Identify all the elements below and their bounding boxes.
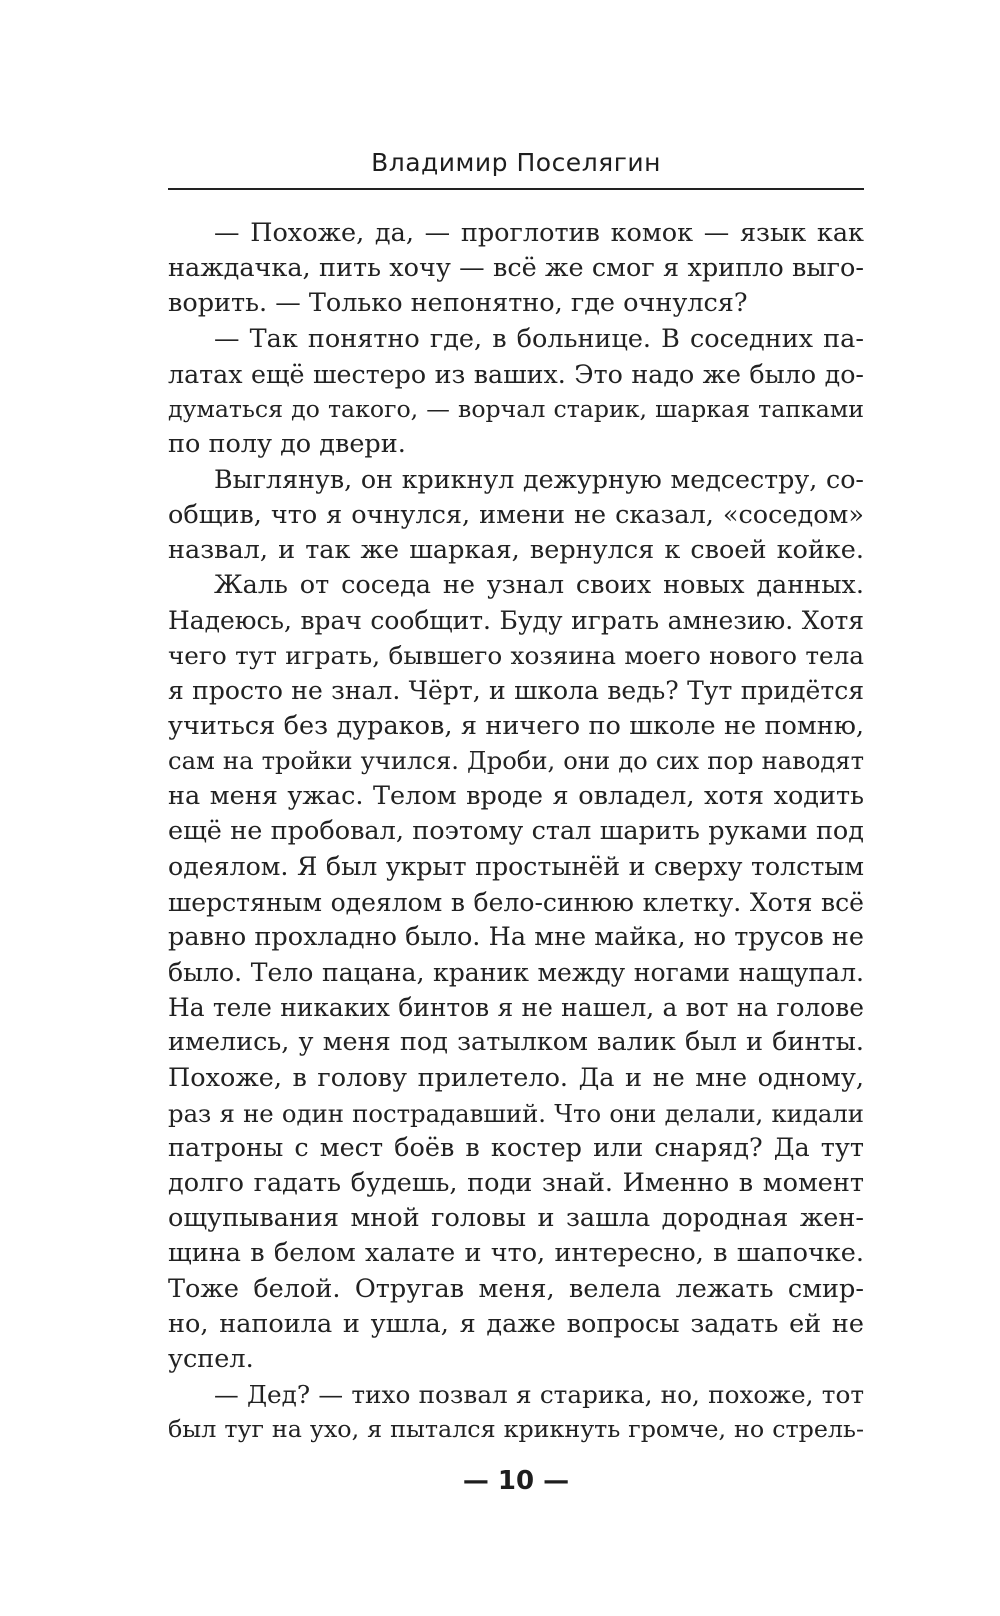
- header-rule: [168, 188, 864, 190]
- text-line: равно прохладно было. На мне майка, но трусов не: [168, 921, 864, 952]
- text-line: назвал, и так же шаркая, вернулся к своей койке.: [168, 534, 864, 565]
- text-line: патроны с мест боёв в костер или снаряд? Да тут: [168, 1132, 864, 1163]
- text-line: — Так понятно где, в больнице. В соседних па-: [214, 323, 864, 354]
- text-line: ощупывания мной головы и зашла дородная жен-: [168, 1203, 864, 1234]
- page-number: — 10 —: [462, 1466, 570, 1496]
- text-line: было. Тело пацана, краник между ногами нащупал.: [168, 957, 864, 987]
- text-line: но, напоила и ушла, я даже вопросы задать ей не: [168, 1308, 864, 1339]
- text-line: имелись, у меня под затылком валик был и бинты.: [168, 1027, 864, 1058]
- text-line: успел.: [168, 1344, 254, 1374]
- text-line: на меня ужас. Телом вроде я овладел, хотя ходить: [168, 781, 864, 811]
- text-line: Похоже, в голову прилетело. Да и не мне одному,: [168, 1062, 864, 1093]
- text-line: Надеюсь, врач сообщит. Буду играть амнезию. Хотя: [168, 606, 864, 636]
- page-body: [168, 216, 864, 1448]
- text-line: сам на тройки учился. Дроби, они до сих пор наводят: [168, 746, 864, 775]
- text-line: был туг на ухо, я пытался крикнуть громче, но стрель-: [168, 1415, 864, 1444]
- text-line: учиться без дураков, я ничего по школе не помню,: [168, 710, 864, 741]
- running-title: Владимир Поселягин: [371, 148, 661, 177]
- text-line: Жаль от соседа не узнал своих новых данных.: [214, 569, 864, 600]
- text-line: раз я не один пострадавший. Что они делали, кидали: [168, 1098, 864, 1128]
- text-line: чего тут играть, бывшего хозяина моего нового тела: [168, 641, 864, 671]
- text-line: я просто не знал. Чёрт, и школа ведь? Тут придётся: [168, 676, 864, 706]
- text-line: латах ещё шестеро из ваших. Это надо же было до-: [168, 358, 864, 389]
- text-line: долго гадать будешь, поди знай. Именно в момент: [168, 1168, 864, 1199]
- text-line: На теле никаких бинтов я не нашел, а вот на голове: [168, 993, 864, 1023]
- text-line: Тоже белой. Отругав меня, велела лежать смир-: [168, 1273, 864, 1304]
- text-line: Выглянув, он крикнул дежурную медсестру, со-: [214, 464, 864, 495]
- text-line: ещё не пробовал, поэтому стал шарить руками под: [168, 816, 864, 847]
- text-line: по полу до двери.: [168, 429, 406, 460]
- text-line: — Дед? — тихо позвал я старика, но, похоже, тот: [214, 1380, 864, 1410]
- text-line: ворить. — Только непонятно, где очнулся?: [168, 288, 748, 319]
- text-line: шерстяным одеялом в бело-синюю клетку. Хотя всё: [168, 887, 864, 917]
- text-line: щина в белом халате и что, интересно, в шапочке.: [168, 1238, 864, 1269]
- text-line: общив, что я очнулся, имени не сказал, «соседом»: [168, 499, 864, 530]
- text-line: думаться до такого, — ворчал старик, шаркая тапками: [168, 394, 864, 423]
- text-line: наждачка, пить хочу — всё же смог я хрипло выго-: [168, 253, 864, 284]
- text-line: — Похоже, да, — проглотив комок — язык как: [214, 218, 864, 248]
- text-line: одеялом. Я был укрыт простынёй и сверху толстым: [168, 852, 864, 882]
